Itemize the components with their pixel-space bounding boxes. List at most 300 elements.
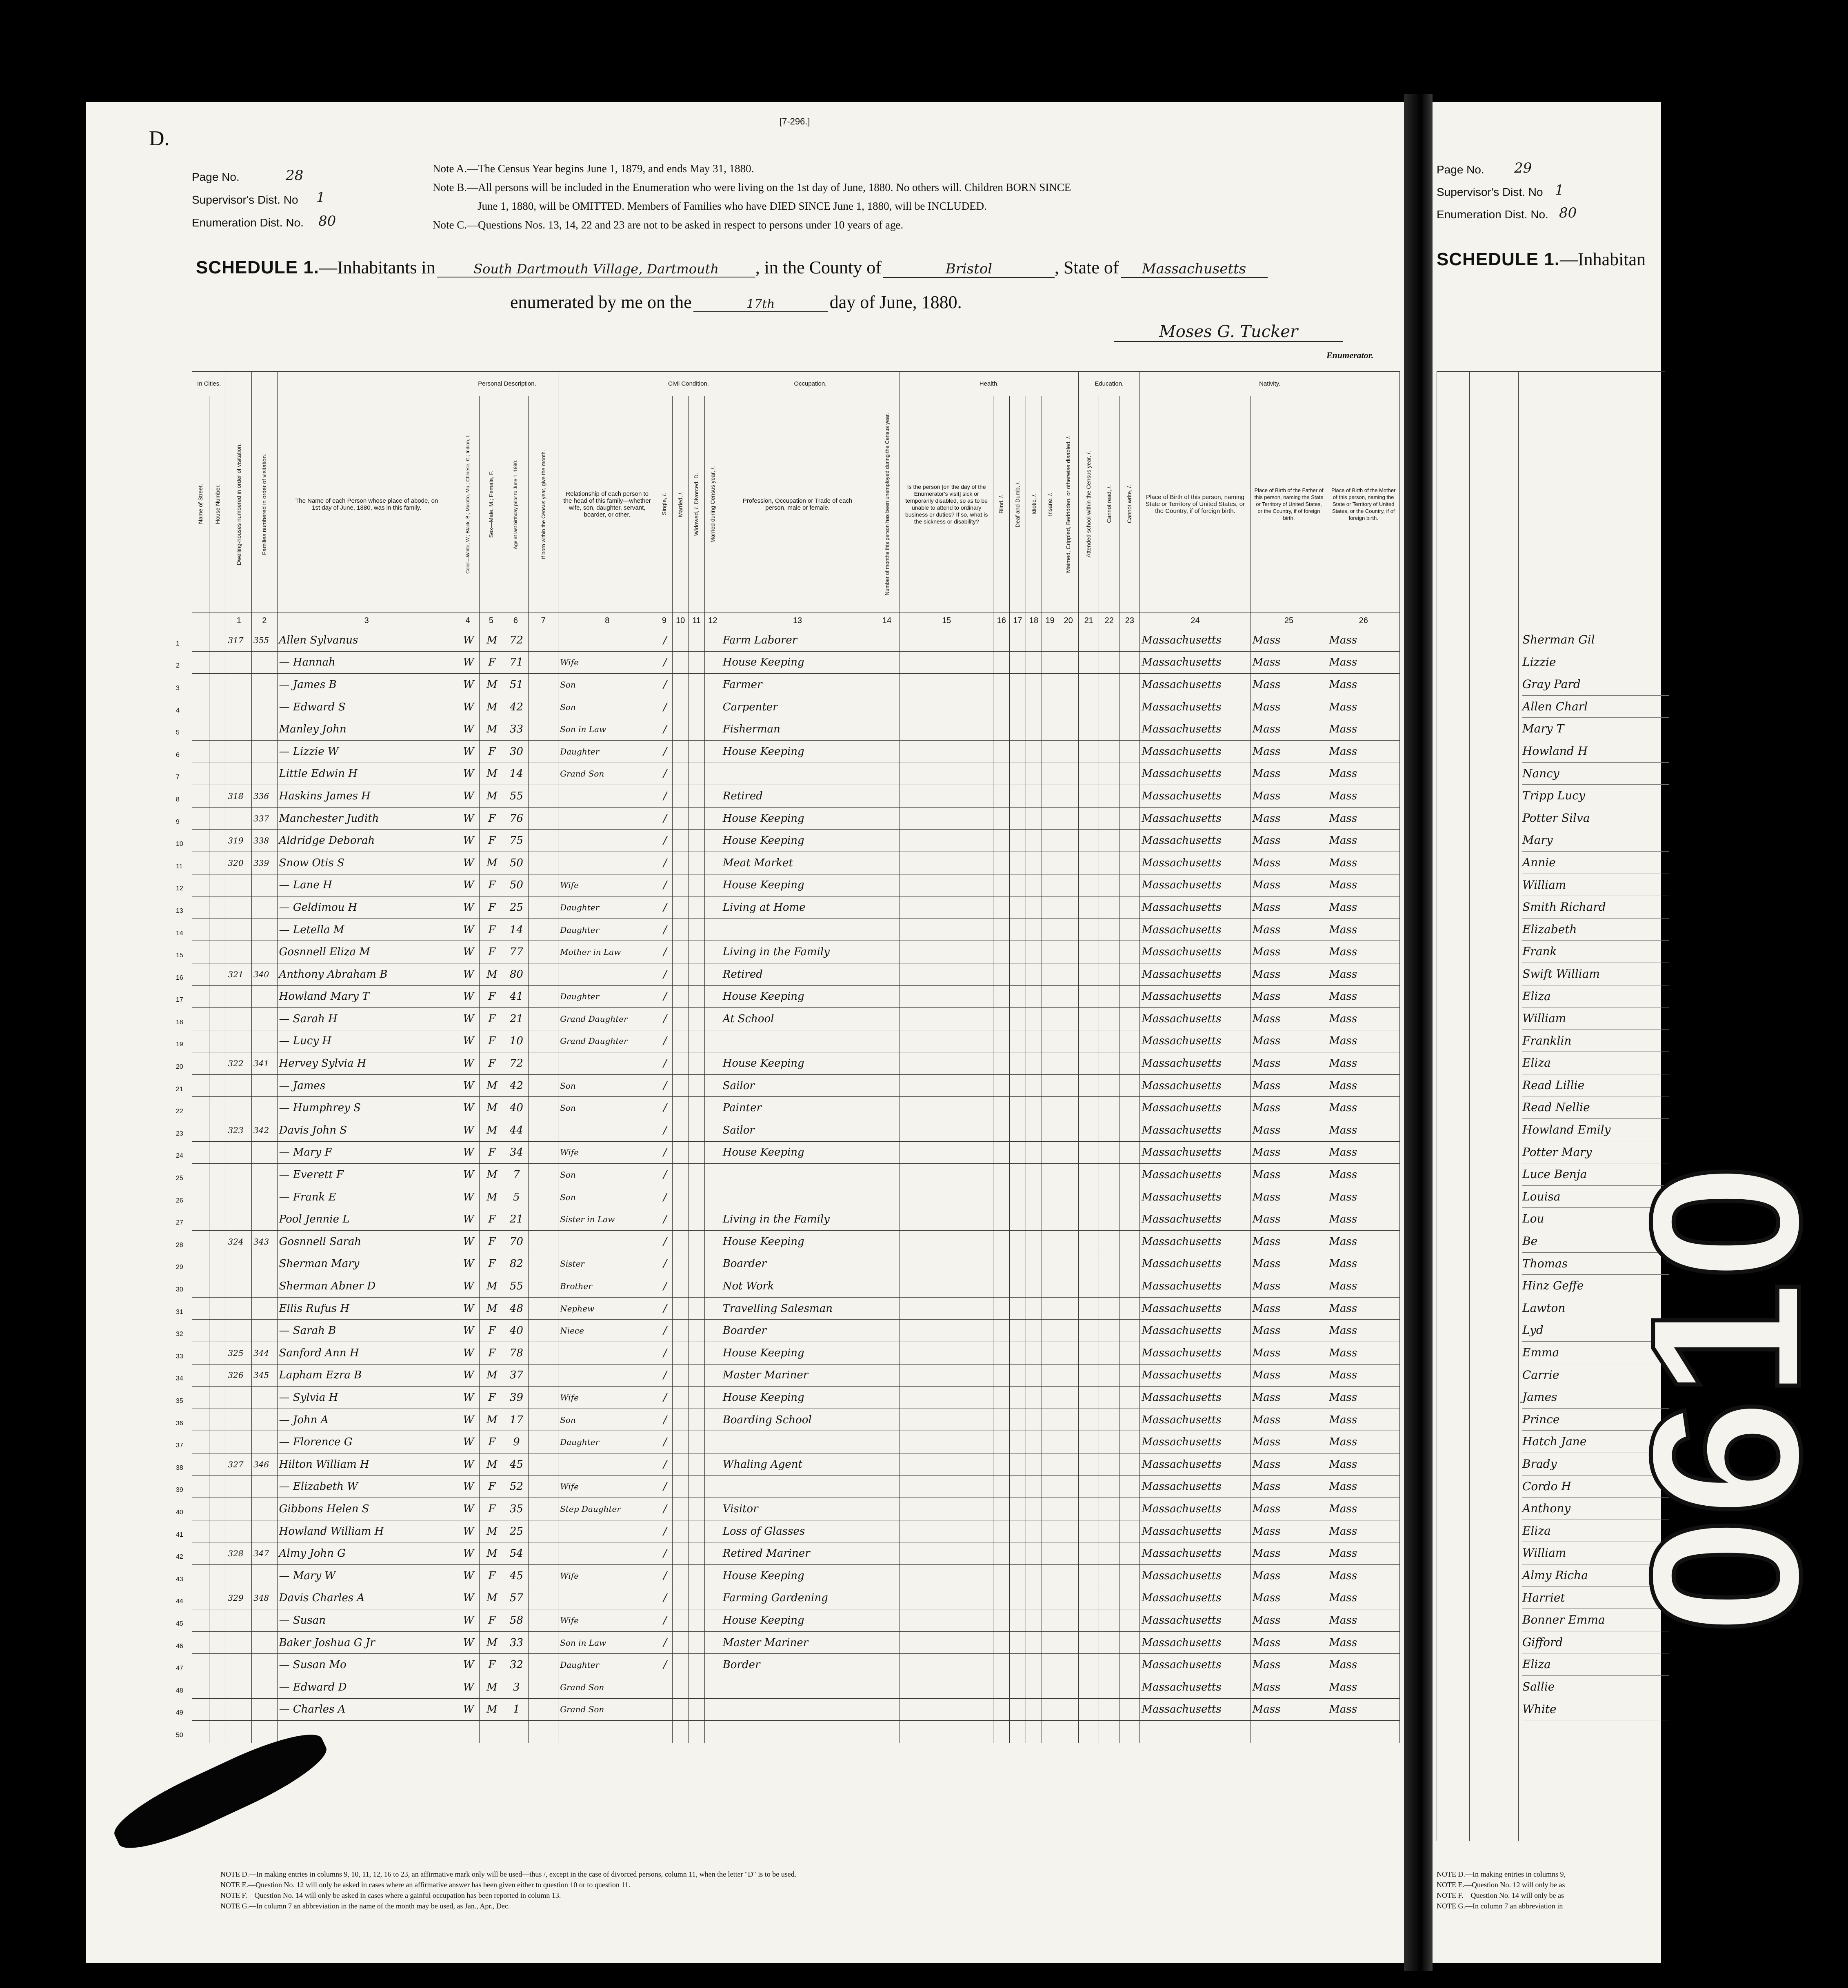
- next-page-name: Cordo H: [1522, 1475, 1669, 1498]
- cell-occupation: Fisherman: [721, 718, 874, 741]
- cell-deaf: [1010, 1698, 1026, 1721]
- cell-cannot-write: [1119, 1164, 1140, 1186]
- cell-deaf: [1010, 1631, 1026, 1654]
- cell-deaf: [1010, 1186, 1026, 1208]
- row-number: 48: [176, 1687, 183, 1694]
- cell-color: W: [456, 1431, 479, 1453]
- cell-sex: M: [480, 1164, 503, 1186]
- cell-age: 42: [503, 696, 529, 718]
- cell-mother-birthplace: Mass: [1327, 1475, 1400, 1498]
- cell-school: [1079, 985, 1099, 1008]
- col-family: Families numbered in order of visitation.: [261, 453, 268, 555]
- cell-cannot-read: [1099, 1297, 1119, 1320]
- cell-birthplace: Massachusetts: [1140, 1698, 1251, 1721]
- cell-father-birthplace: Mass: [1251, 1186, 1327, 1208]
- col-birthplace: Place of Birth of this person, naming State or Territory of United States, or the Country, if of foreign birth.: [1140, 396, 1251, 612]
- cell-blind: [993, 1141, 1010, 1164]
- cell-deaf: [1010, 1721, 1026, 1743]
- cell-unemployed: [874, 1631, 900, 1654]
- cell-married-census: [705, 1074, 721, 1097]
- cell-single: /: [656, 1186, 673, 1208]
- cell-married: [672, 1654, 689, 1676]
- cell-maimed: [1058, 651, 1079, 674]
- cell-maimed: [1058, 874, 1079, 896]
- cell-maimed: [1058, 1542, 1079, 1565]
- cell-maimed: [1058, 807, 1079, 830]
- next-page-name: Potter Mary: [1522, 1141, 1669, 1164]
- cell-dwelling-number: [226, 1498, 252, 1520]
- cell-occupation: [721, 1186, 874, 1208]
- cell-maimed: [1058, 1409, 1079, 1431]
- cell-deaf: [1010, 1164, 1026, 1186]
- inhabitants-in: —Inhabitants in: [319, 257, 435, 277]
- cell-birth-month: [529, 1275, 558, 1298]
- cell-house-number: [209, 1564, 226, 1587]
- cell-cannot-read: [1099, 1231, 1119, 1253]
- cell-school: [1079, 1475, 1099, 1498]
- cell-occupation: House Keeping: [721, 807, 874, 830]
- form-number: [7-296.]: [780, 116, 810, 126]
- cell-mother-birthplace: Mass: [1327, 1008, 1400, 1030]
- cell-birth-month: [529, 1052, 558, 1075]
- cell-mother-birthplace: Mass: [1327, 1609, 1400, 1632]
- cell-dwelling-number: [226, 1097, 252, 1119]
- cell-blind: [993, 941, 1010, 963]
- cell-birthplace: Massachusetts: [1140, 852, 1251, 874]
- cell-school: [1079, 941, 1099, 963]
- cell-house-number: [209, 718, 226, 741]
- cell-blind: [993, 1342, 1010, 1365]
- cell-insane: [1042, 1208, 1058, 1231]
- cell-person-name: Aldridge Deborah: [277, 830, 456, 852]
- cell-color: W: [456, 696, 479, 718]
- cell-color: [456, 1721, 479, 1743]
- row-number: 42: [176, 1553, 183, 1561]
- cell-deaf: [1010, 1097, 1026, 1119]
- cell-color: W: [456, 1609, 479, 1632]
- cell-school: [1079, 1030, 1099, 1052]
- cell-dwelling-number: [226, 763, 252, 785]
- cell-cannot-write: [1119, 1453, 1140, 1475]
- cell-married-census: [705, 1320, 721, 1342]
- cell-unemployed: [874, 1097, 900, 1119]
- cell-birthplace: Massachusetts: [1140, 1342, 1251, 1365]
- cell-cannot-read: [1099, 1698, 1119, 1721]
- cell-house-number: [209, 1231, 226, 1253]
- cell-mother-birthplace: Mass: [1327, 651, 1400, 674]
- cell-dwelling-number: [226, 1297, 252, 1320]
- cell-age: 33: [503, 1631, 529, 1654]
- cell-insane: [1042, 696, 1058, 718]
- cell-maimed: [1058, 1320, 1079, 1342]
- cell-insane: [1042, 1231, 1058, 1253]
- cell-cannot-read: [1099, 1320, 1119, 1342]
- cell-maimed: [1058, 1676, 1079, 1698]
- cell-street: [176, 1097, 209, 1119]
- cell-married-census: [705, 941, 721, 963]
- cell-cannot-read: [1099, 985, 1119, 1008]
- column-number: 7: [529, 612, 558, 629]
- row-number: 12: [176, 885, 183, 892]
- cell-cannot-read: [1099, 1097, 1119, 1119]
- col-insane: Insane, /.: [1046, 492, 1053, 516]
- cell-insane: [1042, 1676, 1058, 1698]
- cell-unemployed: [874, 1364, 900, 1387]
- cell-father-birthplace: Mass: [1251, 718, 1327, 741]
- cell-birth-month: [529, 1387, 558, 1409]
- cell-idiotic: [1026, 1208, 1042, 1231]
- cell-sex: F: [480, 1431, 503, 1453]
- place-hand: South Dartmouth Village, Dartmouth: [437, 261, 755, 277]
- cell-widowed: [689, 830, 705, 852]
- table-row: [192, 1141, 1400, 1164]
- col-sex: Sex—Male, M.; Female, F.: [487, 470, 494, 538]
- table-row: [192, 1119, 1400, 1142]
- cell-mother-birthplace: [1327, 1721, 1400, 1743]
- next-page-name: William: [1522, 1542, 1669, 1564]
- table-row: [192, 1564, 1400, 1587]
- cell-birth-month: [529, 1253, 558, 1275]
- cell-person-name: — Charles A: [277, 1698, 456, 1721]
- cell-cannot-write: [1119, 1097, 1140, 1119]
- cell-sex: M: [480, 718, 503, 741]
- cell-cannot-write: [1119, 1609, 1140, 1632]
- cell-dwelling-number: [226, 919, 252, 941]
- cell-blind: [993, 1564, 1010, 1587]
- cell-school: [1079, 718, 1099, 741]
- cell-person-name: Gosnnell Eliza M: [277, 941, 456, 963]
- cell-cannot-read: [1099, 718, 1119, 741]
- row-number: 14: [176, 930, 183, 937]
- cell-blind: [993, 1186, 1010, 1208]
- cell-sex: M: [480, 1698, 503, 1721]
- cell-deaf: [1010, 696, 1026, 718]
- cell-mother-birthplace: Mass: [1327, 1498, 1400, 1520]
- cell-deaf: [1010, 1342, 1026, 1365]
- cell-relationship: [558, 629, 656, 652]
- cell-deaf: [1010, 1297, 1026, 1320]
- cell-person-name: Gibbons Helen S: [277, 1498, 456, 1520]
- cell-married: [672, 1342, 689, 1365]
- col-widowed: Widowed, /. Divorced, D.: [693, 473, 700, 536]
- cell-mother-birthplace: Mass: [1327, 1676, 1400, 1698]
- cell-deaf: [1010, 896, 1026, 919]
- row-number: 36: [176, 1420, 183, 1427]
- cell-blind: [993, 1030, 1010, 1052]
- cell-age: 77: [503, 941, 529, 963]
- cell-mother-birthplace: Mass: [1327, 718, 1400, 741]
- cell-maimed: [1058, 1364, 1079, 1387]
- cell-age: 5: [503, 1186, 529, 1208]
- cell-relationship: [558, 785, 656, 808]
- cell-idiotic: [1026, 1275, 1042, 1298]
- cell-married-census: [705, 1387, 721, 1409]
- cell-birthplace: Massachusetts: [1140, 1320, 1251, 1342]
- cell-birth-month: [529, 1208, 558, 1231]
- cell-married: [672, 1320, 689, 1342]
- table-row: [192, 1008, 1400, 1030]
- cell-married-census: [705, 1052, 721, 1075]
- cell-maimed: [1058, 1564, 1079, 1587]
- cell-color: W: [456, 1186, 479, 1208]
- cell-sickness: [900, 1342, 993, 1365]
- cell-occupation: Farming Gardening: [721, 1587, 874, 1609]
- cell-sex: F: [480, 896, 503, 919]
- cell-unemployed: [874, 1542, 900, 1565]
- column-number: [209, 612, 226, 629]
- col-birth-month: If born within the Census year, give the month.: [540, 449, 546, 559]
- cell-street: [176, 1609, 209, 1632]
- cell-idiotic: [1026, 1342, 1042, 1365]
- cell-insane: [1042, 1364, 1058, 1387]
- cell-single: /: [656, 740, 673, 763]
- cell-relationship: [558, 1520, 656, 1542]
- cell-unemployed: [874, 1564, 900, 1587]
- cell-color: W: [456, 1231, 479, 1253]
- cell-idiotic: [1026, 1074, 1042, 1097]
- cell-age: 54: [503, 1542, 529, 1565]
- cell-idiotic: [1026, 852, 1042, 874]
- cell-mother-birthplace: Mass: [1327, 1119, 1400, 1142]
- cell-house-number: [209, 651, 226, 674]
- cell-unemployed: [874, 674, 900, 696]
- cell-birth-month: [529, 963, 558, 985]
- col-dwelling: Dwelling-houses numbered in order of visitation.: [235, 443, 242, 565]
- next-note-g: NOTE G.—In column 7 an abbreviation in: [1437, 1902, 1563, 1910]
- cell-deaf: [1010, 1453, 1026, 1475]
- cell-widowed: [689, 1141, 705, 1164]
- cell-blind: [993, 740, 1010, 763]
- cell-cannot-read: [1099, 1564, 1119, 1587]
- cell-cannot-write: [1119, 1253, 1140, 1275]
- cell-birth-month: [529, 1297, 558, 1320]
- cell-dwelling-number: [226, 1654, 252, 1676]
- cell-cannot-write: [1119, 1542, 1140, 1565]
- cell-relationship: [558, 1364, 656, 1387]
- census-table: [176, 371, 1400, 1743]
- row-number: 4: [176, 707, 180, 714]
- cell-single: /: [656, 1542, 673, 1565]
- cell-father-birthplace: Mass: [1251, 696, 1327, 718]
- next-page-name: Carrie: [1522, 1364, 1669, 1387]
- cell-unemployed: [874, 629, 900, 652]
- cell-age: 21: [503, 1008, 529, 1030]
- cell-house-number: [209, 1074, 226, 1097]
- cell-widowed: [689, 1208, 705, 1231]
- cell-single: /: [656, 1297, 673, 1320]
- cell-school: [1079, 629, 1099, 652]
- cell-street: [176, 1275, 209, 1298]
- cell-mother-birthplace: Mass: [1327, 1141, 1400, 1164]
- col-father-birthplace: Place of Birth of the Father of this person, naming the State or Territory of United States, or the Country, if of foreign birth.: [1251, 396, 1327, 612]
- schedule-title: SCHEDULE 1.: [196, 257, 319, 277]
- cell-age: 72: [503, 629, 529, 652]
- row-number: 24: [176, 1152, 183, 1160]
- cell-occupation: [721, 1721, 874, 1743]
- cell-family-number: [252, 1253, 278, 1275]
- enumerator-label: Enumerator.: [1326, 350, 1374, 360]
- cell-occupation: House Keeping: [721, 830, 874, 852]
- cell-street: [176, 1119, 209, 1142]
- cell-sickness: [900, 1498, 993, 1520]
- cell-mother-birthplace: Mass: [1327, 1030, 1400, 1052]
- cell-cannot-read: [1099, 1676, 1119, 1698]
- cell-blind: [993, 1275, 1010, 1298]
- cell-family-number: [252, 674, 278, 696]
- cell-color: W: [456, 1387, 479, 1409]
- cell-married: [672, 1721, 689, 1743]
- cell-father-birthplace: Mass: [1251, 1342, 1327, 1365]
- col-unemployed: Number of months this person has been unemployed during the Census year.: [884, 413, 890, 595]
- cell-unemployed: [874, 1074, 900, 1097]
- note-c: Note C.—Questions Nos. 13, 14, 22 and 23 are not to be asked in respect to persons under 10 years of age.: [433, 219, 904, 231]
- cell-married-census: [705, 1164, 721, 1186]
- table-row: [192, 874, 1400, 896]
- next-note-d: NOTE D.—In making entries in columns 9,: [1437, 1870, 1566, 1878]
- cell-family-number: [252, 718, 278, 741]
- cell-single: /: [656, 1387, 673, 1409]
- cell-father-birthplace: Mass: [1251, 874, 1327, 896]
- cell-mother-birthplace: Mass: [1327, 1587, 1400, 1609]
- cell-dwelling-number: [226, 1564, 252, 1587]
- cell-father-birthplace: Mass: [1251, 1587, 1327, 1609]
- cell-relationship: [558, 1052, 656, 1075]
- cell-blind: [993, 1542, 1010, 1565]
- note-g: NOTE G.—In column 7 an abbreviation in the name of the month may be used, as Jan., Apr., Dec.: [220, 1902, 510, 1910]
- cell-married-census: [705, 785, 721, 808]
- cell-insane: [1042, 1564, 1058, 1587]
- cell-idiotic: [1026, 1564, 1042, 1587]
- cell-person-name: — Susan: [277, 1609, 456, 1632]
- cell-idiotic: [1026, 1698, 1042, 1721]
- cell-deaf: [1010, 1520, 1026, 1542]
- cell-dwelling-number: [226, 1721, 252, 1743]
- cell-color: W: [456, 1520, 479, 1542]
- cell-age: 9: [503, 1431, 529, 1453]
- cell-idiotic: [1026, 651, 1042, 674]
- table-row: [192, 1475, 1400, 1498]
- cell-idiotic: [1026, 763, 1042, 785]
- cell-birth-month: [529, 1231, 558, 1253]
- cell-birth-month: [529, 985, 558, 1008]
- cell-blind: [993, 1520, 1010, 1542]
- cell-color: W: [456, 1164, 479, 1186]
- cell-relationship: Daughter: [558, 1654, 656, 1676]
- cell-school: [1079, 674, 1099, 696]
- cell-occupation: House Keeping: [721, 1342, 874, 1365]
- cell-person-name: Sanford Ann H: [277, 1342, 456, 1365]
- cell-widowed: [689, 763, 705, 785]
- cell-dwelling-number: 325: [226, 1342, 252, 1365]
- cell-married: [672, 830, 689, 852]
- cell-unemployed: [874, 874, 900, 896]
- cell-birth-month: [529, 1097, 558, 1119]
- cell-occupation: House Keeping: [721, 1564, 874, 1587]
- cell-widowed: [689, 718, 705, 741]
- table-row: [192, 1164, 1400, 1186]
- cell-age: 75: [503, 830, 529, 852]
- cell-age: 33: [503, 718, 529, 741]
- cell-house-number: [209, 1475, 226, 1498]
- col-idiotic: Idiotic, /.: [1030, 493, 1037, 515]
- cell-birthplace: Massachusetts: [1140, 1631, 1251, 1654]
- cell-cannot-write: [1119, 941, 1140, 963]
- cell-blind: [993, 785, 1010, 808]
- cell-maimed: [1058, 1520, 1079, 1542]
- cell-sex: F: [480, 1387, 503, 1409]
- cell-birthplace: Massachusetts: [1140, 740, 1251, 763]
- cell-house-number: [209, 1364, 226, 1387]
- cell-unemployed: [874, 1498, 900, 1520]
- cell-relationship: Wife: [558, 1141, 656, 1164]
- cell-insane: [1042, 1453, 1058, 1475]
- cell-idiotic: [1026, 985, 1042, 1008]
- column-number: 25: [1251, 612, 1327, 629]
- cell-insane: [1042, 1030, 1058, 1052]
- cell-blind: [993, 1097, 1010, 1119]
- cell-age: 40: [503, 1097, 529, 1119]
- cell-deaf: [1010, 1231, 1026, 1253]
- cell-house-number: [209, 1052, 226, 1075]
- cell-deaf: [1010, 1587, 1026, 1609]
- cell-idiotic: [1026, 896, 1042, 919]
- cell-street: [176, 1431, 209, 1453]
- cell-relationship: [558, 852, 656, 874]
- cell-birthplace: Massachusetts: [1140, 785, 1251, 808]
- next-supervisor-value: 1: [1555, 182, 1564, 198]
- cell-school: [1079, 1564, 1099, 1587]
- cell-color: W: [456, 1074, 479, 1097]
- cell-relationship: Wife: [558, 874, 656, 896]
- cell-street: [176, 763, 209, 785]
- cell-age: 45: [503, 1564, 529, 1587]
- cell-family-number: [252, 1498, 278, 1520]
- cell-blind: [993, 763, 1010, 785]
- cell-cannot-read: [1099, 696, 1119, 718]
- cell-family-number: [252, 1097, 278, 1119]
- cell-insane: [1042, 1074, 1058, 1097]
- cell-cannot-write: [1119, 1141, 1140, 1164]
- cell-father-birthplace: Mass: [1251, 941, 1327, 963]
- next-page-name: William: [1522, 1007, 1669, 1030]
- cell-married: [672, 674, 689, 696]
- table-row: [192, 963, 1400, 985]
- cell-street: [176, 629, 209, 652]
- cell-street: [176, 874, 209, 896]
- cell-cannot-read: [1099, 1631, 1119, 1654]
- cell-relationship: Grand Daughter: [558, 1030, 656, 1052]
- cell-dwelling-number: [226, 1676, 252, 1698]
- cell-sickness: [900, 1297, 993, 1320]
- cell-unemployed: [874, 1721, 900, 1743]
- cell-married: [672, 1542, 689, 1565]
- cell-single: /: [656, 1275, 673, 1298]
- col-house-number: House Number.: [214, 484, 221, 524]
- cell-insane: [1042, 1654, 1058, 1676]
- cell-maimed: [1058, 1498, 1079, 1520]
- cell-insane: [1042, 896, 1058, 919]
- cell-maimed: [1058, 674, 1079, 696]
- cell-birth-month: [529, 874, 558, 896]
- cell-birthplace: Massachusetts: [1140, 1409, 1251, 1431]
- cell-sickness: [900, 1141, 993, 1164]
- cell-color: W: [456, 785, 479, 808]
- cell-birthplace: Massachusetts: [1140, 1587, 1251, 1609]
- cell-birth-month: [529, 1431, 558, 1453]
- cell-person-name: — Frank E: [277, 1186, 456, 1208]
- cell-idiotic: [1026, 1587, 1042, 1609]
- cell-sex: M: [480, 1587, 503, 1609]
